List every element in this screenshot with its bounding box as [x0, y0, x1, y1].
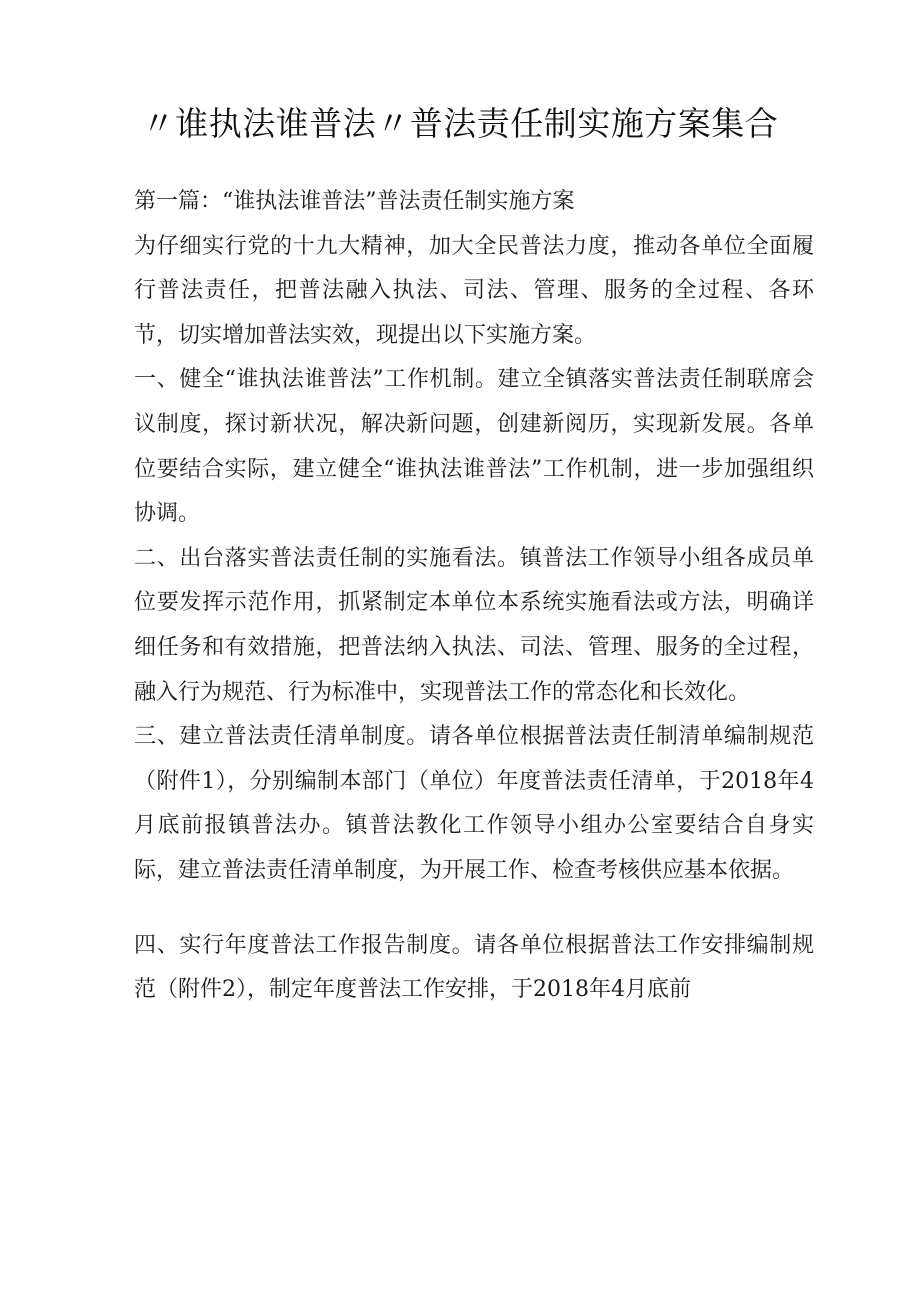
- paragraph-item-3: 三、建立普法责任清单制度。请各单位根据普法责任制清单编制规范（附件1），分别编制本部门（单位）年度普法责任清单，于2018年4月底前报镇普法办。镇普法教化工作领导小组办公室要结合自身实际，建立普法责任清单制度，为开展工作、检查考核供应基本依据。: [134, 724, 814, 883]
- paragraph-item-1: 一、健全“谁执法谁普法”工作机制。建立全镇落实普法责任制联席会议制度，探讨新状况，解决新问题，创建新阅历，实现新发展。各单位要结合实际，建立健全“谁执法谁普法”工作机制，进一步加强组织协调。: [134, 367, 814, 527]
- document-title: 〃谁执法谁普法〃普法责任制实施方案集合: [141, 104, 779, 143]
- document-body: [134, 180, 814, 1013]
- intro-paragraph: 为仔细实行党的十九大精神，加大全民普法力度，推动各单位全面履行普法责任，把普法融入执法、司法、管理、服务的全过程、各环节，切实增加普法实效，现提出以下实施方案。: [134, 233, 814, 348]
- section-heading: 第一篇：“谁执法谁普法”普法责任制实施方案: [134, 189, 575, 214]
- paragraph-item-4: 四、实行年度普法工作报告制度。请各单位根据普法工作安排编制规范（附件2），制定年度普法工作安排，于2018年4月底前: [134, 932, 814, 1003]
- paragraph-item-2: 二、出台落实普法责任制的实施看法。镇普法工作领导小组各成员单位要发挥示范作用，抓紧制定本单位本系统实施看法或方法，明确详细任务和有效措施，把普法纳入执法、司法、管理、服务的全过程，融入行为规范、行为标准中，实现普法工作的常态化和长效化。: [134, 545, 814, 705]
